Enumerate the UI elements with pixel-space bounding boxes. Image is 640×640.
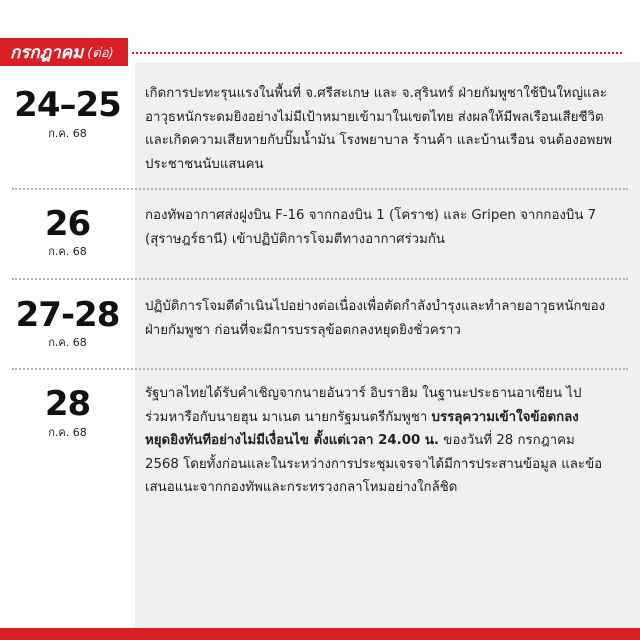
event-divider <box>12 188 628 190</box>
description-line: กองทัพอากาศส่งฝูงบิน F-16 จากกองบิน 1 (โคราช) และ Gripen จากกองบิน 7 <box>145 208 597 223</box>
event-description <box>145 295 620 342</box>
event-date: 24–25 <box>14 85 121 125</box>
bottom-accent-bar <box>0 628 640 640</box>
event-month-year: ก.ค. 68 <box>48 245 87 258</box>
event-divider <box>12 278 628 280</box>
description-line <box>145 429 620 453</box>
event-description <box>145 382 620 500</box>
event-month-year: ก.ค. 68 <box>48 127 87 140</box>
description-line: ประชาชนนับแสนคน <box>145 156 264 172</box>
description-line: และเกิดความเสียหายกับปั๊มน้ำมัน โรงพยาบาล ร้านค้า และบ้านเรือน จนต้องอพยพ <box>145 133 613 148</box>
description-text: ของวันที่ 28 กรกฎาคม <box>439 433 575 448</box>
event-month-year: ก.ค. 68 <box>48 336 87 349</box>
event-description <box>145 204 620 251</box>
continued-label: (ต่อ) <box>87 45 114 61</box>
description-line: (สุราษฎร์ธานี) เข้าปฏิบัติการโจมตีทางอากาศร่วมกัน <box>145 231 446 247</box>
month-title: กรกฎาคม <box>10 42 84 63</box>
description-text: ร่วมหารือกับนายฮุน มาเนต นายกรัฐมนตรีกัมพูชา <box>145 409 432 425</box>
header-dotted-line <box>132 52 622 54</box>
event-date: 28 <box>44 384 91 424</box>
event-description <box>145 82 620 176</box>
event-date: 27-28 <box>15 295 120 335</box>
description-line: ฝ่ายกัมพูชา ก่อนที่จะมีการบรรลุข้อตกลงหยุดยิงชั่วคราว <box>145 322 461 338</box>
event-month-year: ก.ค. 68 <box>48 426 87 439</box>
description-line: อาวุธหนักระดมยิงอย่างไม่มีเป้าหมายเข้ามาในเขตไทย ส่งผลให้มีพลเรือนเสียชีวิต <box>145 109 604 125</box>
description-bold-text: หยุดยิงทันทีอย่างไม่มีเงื่อนไข ตั้งแต่เวลา 24.00 น. <box>145 433 439 448</box>
event-divider <box>12 368 628 370</box>
description-line: 2568 โดยทั้งก่อนและในระหว่างการประชุมเจรจาได้มีการประสานข้อมูล และข้อ <box>145 456 603 472</box>
description-line <box>145 406 620 430</box>
event-date: 26 <box>44 204 91 244</box>
description-line: ปฏิบัติการโจมตีดำเนินไปอย่างต่อเนื่องเพื่อตัดกำลังบำรุงและทำลายอาวุธหนักของ <box>145 299 606 314</box>
description-bold-text: บรรลุความเข้าใจข้อตกลง <box>431 409 579 425</box>
month-header <box>0 38 128 66</box>
description-line: รัฐบาลไทยได้รับคำเชิญจากนายอันวาร์ อิบราฮิม ในฐานะประธานอาเซียน ไป <box>145 386 582 401</box>
description-line: เกิดการปะทะรุนแรงในพื้นที่ จ.ศรีสะเกษ และ จ.สุรินทร์ ฝ่ายกัมพูชาใช้ปืนใหญ่และ <box>145 86 607 101</box>
description-line: เสนอแนะจากกองทัพและกระทรวงกลาโหมอย่างใกล้ชิด <box>145 480 458 495</box>
